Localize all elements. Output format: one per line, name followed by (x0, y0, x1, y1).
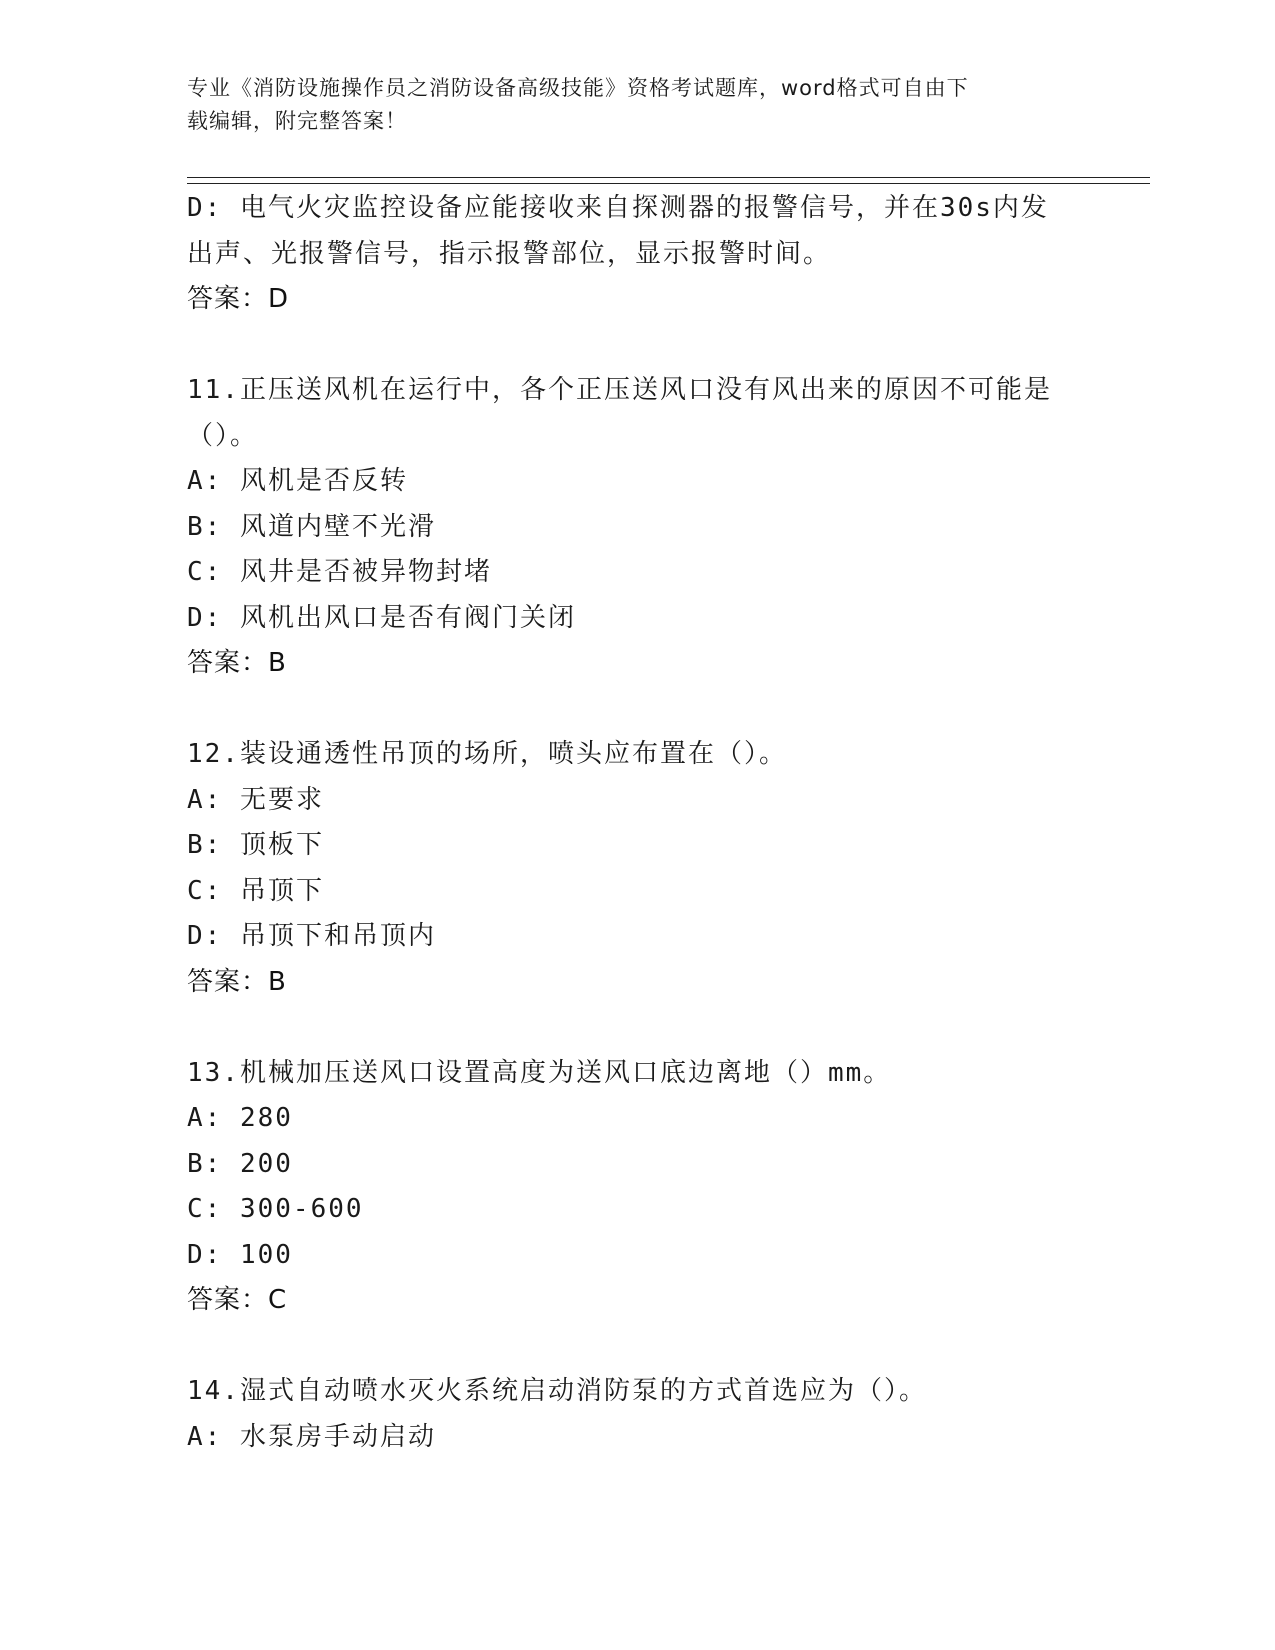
answer-line: 答案：B (187, 966, 287, 997)
option-c: C: 300-600 (187, 1194, 364, 1224)
question-14 (187, 1369, 1087, 1460)
spacer (187, 1324, 1087, 1370)
option-d-line-2: 出声、光报警信号，指示报警部位，显示报警时间。 (187, 238, 832, 269)
question-content (187, 186, 1087, 1460)
question-11 (187, 368, 1087, 687)
answer-line: 答案：B (187, 648, 287, 678)
header-divider-bottom (187, 183, 1150, 184)
option-d-line-1: D: 电气火灾监控设备应能接收来自探测器的报警信号，并在30s内发 (187, 193, 1049, 223)
option-b: B: 200 (187, 1148, 293, 1179)
option-c: C: 风井是否被异物封堵 (187, 557, 492, 587)
spacer (187, 323, 1087, 369)
option-d: D: 风机出风口是否有阀门关闭 (187, 602, 576, 633)
spacer (187, 687, 1087, 733)
option-d: D: 吊顶下和吊顶内 (187, 921, 436, 951)
option-a: A: 无要求 (187, 784, 324, 815)
option-a: A: 280 (187, 1103, 293, 1133)
header-line-2: 载编辑，附完整答案！ (187, 109, 407, 133)
answer-line: 答案：C (187, 1285, 288, 1315)
option-a: A: 水泵房手动启动 (187, 1421, 436, 1452)
header-divider-top (187, 177, 1150, 178)
answer-line: 答案：D (187, 284, 290, 314)
question-10-continuation (187, 186, 1087, 323)
question-stem: 14.湿式自动喷水灭火系统启动消防泵的方式首选应为（）。 (187, 1376, 927, 1406)
question-12 (187, 732, 1087, 1005)
question-stem: 11.正压送风机在运行中，各个正压送风口没有风出来的原因不可能是 (187, 375, 1052, 405)
spacer (187, 1005, 1087, 1051)
option-a: A: 风机是否反转 (187, 466, 408, 496)
question-stem-continuation: （）。 (187, 420, 259, 451)
header-line-1: 专业《消防设施操作员之消防设备高级技能》资格考试题库，word格式可自由下 (187, 76, 969, 100)
option-d: D: 100 (187, 1239, 293, 1270)
option-b: B: 风道内壁不光滑 (187, 511, 436, 542)
question-stem: 13.机械加压送风口设置高度为送风口底边离地（）mm。 (187, 1057, 892, 1088)
question-stem: 12.装设通透性吊顶的场所，喷头应布置在（）。 (187, 739, 787, 769)
option-b: B: 顶板下 (187, 830, 324, 860)
document-header (187, 72, 1067, 138)
option-c: C: 吊顶下 (187, 875, 324, 906)
question-13 (187, 1051, 1087, 1324)
